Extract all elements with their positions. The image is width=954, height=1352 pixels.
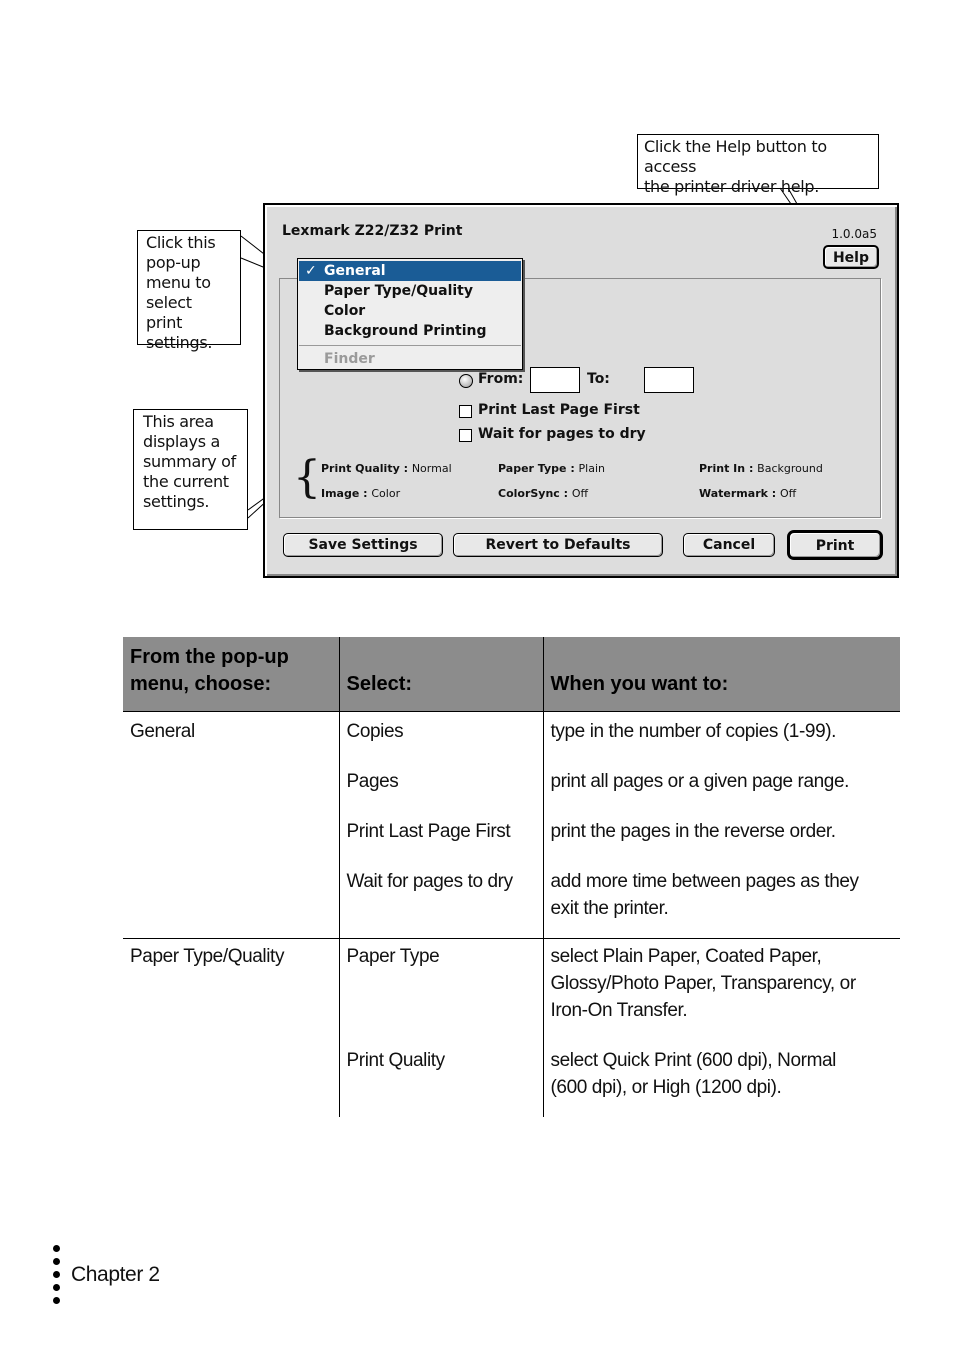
footer-dot bbox=[53, 1284, 60, 1291]
when-copies: type in the number of copies (1-99). bbox=[550, 721, 837, 742]
select-copies: Copies bbox=[346, 721, 404, 742]
print-last-page-first-checkbox[interactable] bbox=[459, 405, 472, 418]
colorsync-value: Off bbox=[571, 487, 589, 500]
table-header-row bbox=[123, 637, 900, 712]
to-label: To: bbox=[587, 371, 610, 387]
summary-callout-line-5: settings. bbox=[143, 492, 210, 511]
print-quality-label: Print Quality bbox=[321, 462, 400, 475]
revert-to-defaults-button[interactable]: Revert to Defaults bbox=[453, 533, 663, 557]
menu-item-general-label: General bbox=[324, 263, 386, 279]
header-menu-choice: From the pop-up menu, choose: bbox=[123, 637, 339, 712]
range-radio[interactable] bbox=[459, 374, 473, 388]
menu-item-paper-type-quality-label: Paper Type/Quality bbox=[324, 283, 474, 299]
print-button[interactable]: Print bbox=[787, 530, 883, 560]
dialog-title: Lexmark Z22/Z32 Print bbox=[282, 223, 463, 239]
menu-item-paper-type-quality[interactable] bbox=[299, 281, 521, 301]
summary-colorsync: ColorSync : Off bbox=[498, 487, 589, 500]
image-value: Color bbox=[371, 487, 401, 500]
help-callout-line-1: Click the Help button to access bbox=[644, 137, 827, 176]
save-settings-button[interactable]: Save Settings bbox=[283, 533, 443, 557]
menu-cell-paper-type-quality bbox=[123, 939, 339, 1118]
print-in-value: Background bbox=[757, 462, 823, 475]
settings-popup-menu[interactable] bbox=[297, 258, 523, 370]
summary-paper-type: Paper Type : Plain bbox=[498, 462, 606, 475]
select-wait-for-pages: Wait for pages to dry bbox=[346, 871, 513, 892]
cancel-button[interactable]: Cancel bbox=[683, 533, 775, 557]
chapter-label: Chapter 2 bbox=[71, 1263, 160, 1286]
footer-dot bbox=[53, 1258, 60, 1265]
select-print-quality: Print Quality bbox=[346, 1050, 445, 1071]
popup-menu-reference-table bbox=[123, 637, 900, 1117]
when-print-last-page-first: print the pages in the reverse order. bbox=[550, 821, 836, 842]
help-button[interactable]: Help bbox=[823, 245, 879, 269]
popup-callout-line-2: pop-up bbox=[146, 253, 201, 272]
wait-for-pages-label: Wait for pages to dry bbox=[478, 426, 646, 442]
popup-callout-line-1: Click this bbox=[146, 233, 216, 252]
when-wait-for-pages: add more time between pages as they exit the printer. bbox=[550, 871, 859, 919]
popup-callout-line-3: menu to bbox=[146, 273, 211, 292]
watermark-label: Watermark bbox=[699, 487, 768, 500]
menu-item-background-printing[interactable] bbox=[299, 321, 521, 341]
table-row bbox=[123, 712, 900, 939]
popup-callout-line-4: select print bbox=[146, 293, 192, 332]
footer-dots bbox=[53, 1245, 61, 1310]
popup-callout-line-5: settings. bbox=[146, 333, 213, 352]
paper-type-value: Plain bbox=[578, 462, 606, 475]
wait-for-pages-checkbox[interactable] bbox=[459, 429, 472, 442]
summary-print-in: Print In : Background bbox=[699, 462, 823, 475]
select-cell-paper-type-quality bbox=[339, 939, 543, 1118]
summary-callout-line-4: the current bbox=[143, 472, 229, 491]
menu-item-color-label: Color bbox=[324, 303, 366, 319]
summary-callout-line-3: summary of bbox=[143, 452, 237, 471]
watermark-value: Off bbox=[780, 487, 797, 500]
menu-general: General bbox=[130, 721, 195, 742]
checkmark-icon: ✓ bbox=[305, 263, 317, 279]
summary-brace: { bbox=[293, 452, 321, 503]
to-input[interactable] bbox=[644, 367, 694, 393]
menu-item-finder bbox=[299, 349, 521, 369]
when-pages: print all pages or a given page range. bbox=[550, 771, 850, 792]
select-paper-type: Paper Type bbox=[346, 946, 440, 967]
from-label: From: bbox=[478, 371, 524, 387]
when-paper-type: select Plain Paper, Coated Paper, Glossy/Photo Paper, Transparency, or Iron-On Transfer. bbox=[550, 946, 856, 1021]
select-print-last-page-first: Print Last Page First bbox=[346, 821, 511, 842]
footer-dot bbox=[53, 1271, 60, 1278]
when-cell-general bbox=[543, 712, 900, 939]
print-quality-value: Normal bbox=[411, 462, 452, 475]
select-cell-general bbox=[339, 712, 543, 939]
paper-type-label: Paper Type bbox=[498, 462, 567, 475]
print-last-page-first-label: Print Last Page First bbox=[478, 402, 640, 418]
help-callout-line-2: the printer driver help. bbox=[644, 177, 820, 196]
menu-cell-general bbox=[123, 712, 339, 939]
summary-callout-line-2: displays a bbox=[143, 432, 221, 451]
menu-item-background-printing-label: Background Printing bbox=[324, 323, 487, 339]
from-input[interactable] bbox=[530, 367, 580, 393]
header-when: When you want to: bbox=[543, 637, 900, 712]
menu-item-color[interactable] bbox=[299, 301, 521, 321]
menu-item-general[interactable] bbox=[299, 261, 521, 281]
header-select: Select: bbox=[339, 637, 543, 712]
print-in-label: Print In bbox=[699, 462, 746, 475]
menu-paper-type-quality: Paper Type/Quality bbox=[130, 946, 285, 967]
when-cell-paper-type-quality bbox=[543, 939, 900, 1118]
summary-watermark: Watermark : Off bbox=[699, 487, 797, 500]
summary-print-quality: Print Quality : Normal bbox=[321, 462, 452, 475]
when-print-quality: select Quick Print (600 dpi), Normal (600 dpi), or High (1200 dpi). bbox=[550, 1050, 836, 1098]
version-label: 1.0.0a5 bbox=[831, 227, 877, 241]
footer-dot bbox=[53, 1297, 60, 1304]
menu-separator bbox=[299, 345, 521, 346]
summary-image: Image : Color bbox=[321, 487, 401, 500]
menu-item-finder-label: Finder bbox=[324, 351, 375, 367]
summary-callout-line-1: This area bbox=[143, 412, 214, 431]
table-row bbox=[123, 939, 900, 1118]
footer-dot bbox=[53, 1245, 60, 1252]
colorsync-label: ColorSync bbox=[498, 487, 560, 500]
image-label: Image bbox=[321, 487, 360, 500]
print-dialog bbox=[263, 203, 899, 578]
select-pages: Pages bbox=[346, 771, 399, 792]
